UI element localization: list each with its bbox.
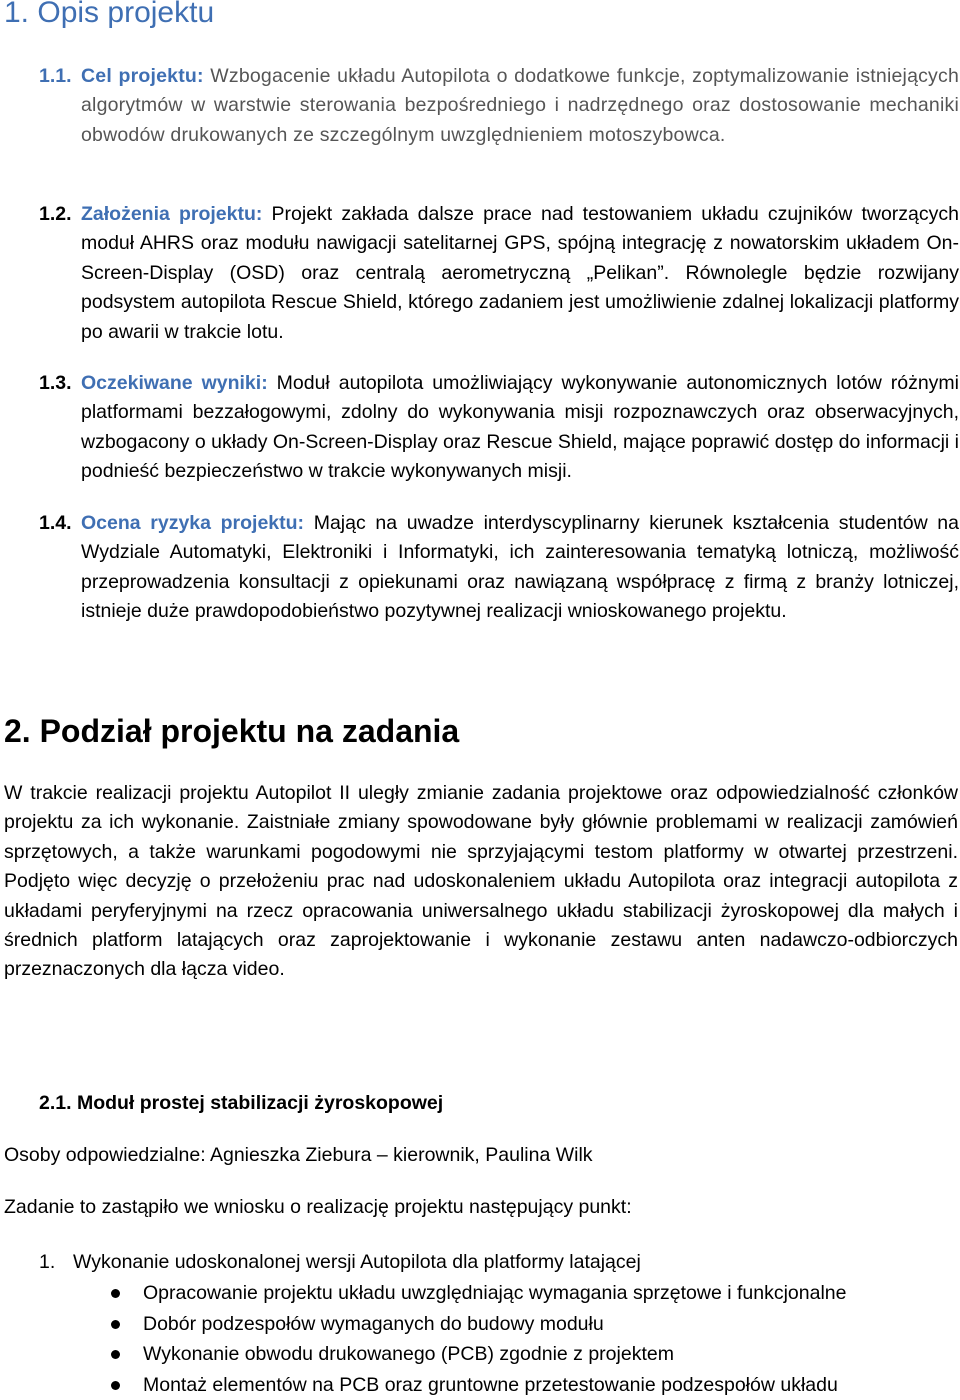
item-1-2-label: Założenia projektu: [81,203,263,225]
item-1-1-label: Cel projektu: [81,65,204,87]
item-1-1-paragraph [81,62,959,150]
replaced-item-intro: Zadanie to zastąpiło we wniosku o realizację projektu następujący punkt: [4,1196,632,1218]
bullet-text: Montaż elementów na PCB oraz gruntowne przetestowanie podzespołów układu [143,1373,838,1396]
bullet-icon [111,1381,120,1390]
section-1-heading [4,0,214,30]
item-1-4-label: Ocena ryzyka projektu: [81,512,305,534]
bullet-icon [111,1350,120,1359]
subsection-2-1-heading [39,1089,443,1118]
subsection-2-1-title: Moduł prostej stabilizacji żyroskopowej [76,1092,444,1114]
item-1-4-paragraph [81,509,959,627]
numbered-list [39,1248,641,1277]
item-1-3-paragraph [81,369,959,487]
bullet-icon [111,1289,120,1298]
section-2-intro: W trakcie realizacji projektu Autopilot II uległy zmianie zadania projektowe oraz odpowiedzialność członków projektu za ich wykonanie. Zaistniałe zmiany spowodowane były głównie problemami w realizacji zamówień sprzętowych, a także warunkami pogodowymi nie sprzyjającymi testom platformy w otwartej przestrzeni. Podjęto więc decyzję o przełożeniu prac nad udoskonaleniem układu Autopilota oraz integracji autopilota z układami peryferyjnymi na rzecz opracowania uniwersalnego układu stabilizacji żyroskopowej dla małych i średnich platform latających oraz zaprojektowanie i wykonanie zestawu anten nadawczo-odbiorczych przeznaczonych dla łącza video. [4,782,958,981]
list-item-text: Wykonanie udoskonalonej wersji Autopilota dla platformy latającej [73,1251,641,1273]
bullet-item [111,1309,847,1340]
list-item [39,1248,641,1277]
list-item-number: 1. [39,1251,56,1273]
bullet-text: Wykonanie obwodu drukowanego (PCB) zgodnie z projektem [143,1343,674,1366]
item-1-3-number: 1.3. [39,372,72,394]
item-1-3-label: Oczekiwane wyniki: [81,372,268,394]
section-2-number: 2. [4,713,31,749]
section-2-heading [4,714,459,748]
item-1-3-text: Moduł autopilota umożliwiający wykonywanie autonomicznych lotów różnymi platformami bezzałogowymi, zdolny do wykonywania misji rozpoznawczych oraz obserwacyjnych, wzbogacony o układy On-Screen-Display oraz Rescue Shield, mające poprawić dostęp do informacji i podnieść bezpieczeństwo w trakcie wykonywanych misji. [81,372,960,483]
bullet-item [111,1278,847,1309]
section-1-number: 1. [4,0,30,29]
bullet-text: Opracowanie projektu układu uwzględniając wymagania sprzętowe i funkcjonalne [143,1282,847,1304]
item-1-4-text: Mając na uwadze interdyscyplinarny kierunek kształcenia studentów na Wydziale Automatyki, Elektroniki i Informatyki, ich zainteresowania tematyką lotniczą, możliwość przeprowadzenia konsultacji z opiekunami oraz nawiązaną współpracę z firmą z branży lotniczej, istnieje duże prawdopodobieństwo pozytywnej realizacji wnioskowanego projektu. [81,512,959,623]
item-1-1-number: 1.1. [39,65,72,87]
bullet-icon [111,1320,120,1329]
subsection-2-1-number: 2.1. [39,1092,72,1114]
item-1-4-number: 1.4. [39,512,72,534]
item-1-2-number: 1.2. [39,203,72,225]
responsible-persons: Osoby odpowiedzialne: Agnieszka Ziebura – kierownik, Paulina Wilk [4,1144,593,1166]
item-1-2-paragraph [81,200,959,347]
section-2-title: Podział projektu na zadania [39,713,460,749]
bullet-item [111,1370,847,1400]
section-1-title: Opis projektu [37,0,215,29]
bullet-item [111,1339,847,1370]
item-1-2-text: Projekt zakłada dalsze prace nad testowaniem układu czujników tworzących moduł AHRS oraz modułu nawigacji satelitarnej GPS, spójną integrację z nowatorskim układem On-Screen-Display (OSD) oraz centralą aerometryczną „Pelikan”. Równolegle będzie rozwijany podsystem autopilota Rescue Shield, którego zadaniem jest umożliwienie zdalnej lokalizacji platformy po awarii w trakcie lotu. [81,203,959,343]
bullet-list [111,1278,847,1400]
bullet-text: Dobór podzespołów wymaganych do budowy modułu [143,1312,604,1335]
item-1-1-text: Wzbogacenie układu Autopilota o dodatkowe funkcje, zoptymalizowanie istniejących algorytmów w warstwie sterowania bezpośredniego i nadrzędnego oraz dostosowanie mechaniki obwodów drukowanych ze szczególnym uwzględnieniem motoszybowca. [81,65,960,146]
